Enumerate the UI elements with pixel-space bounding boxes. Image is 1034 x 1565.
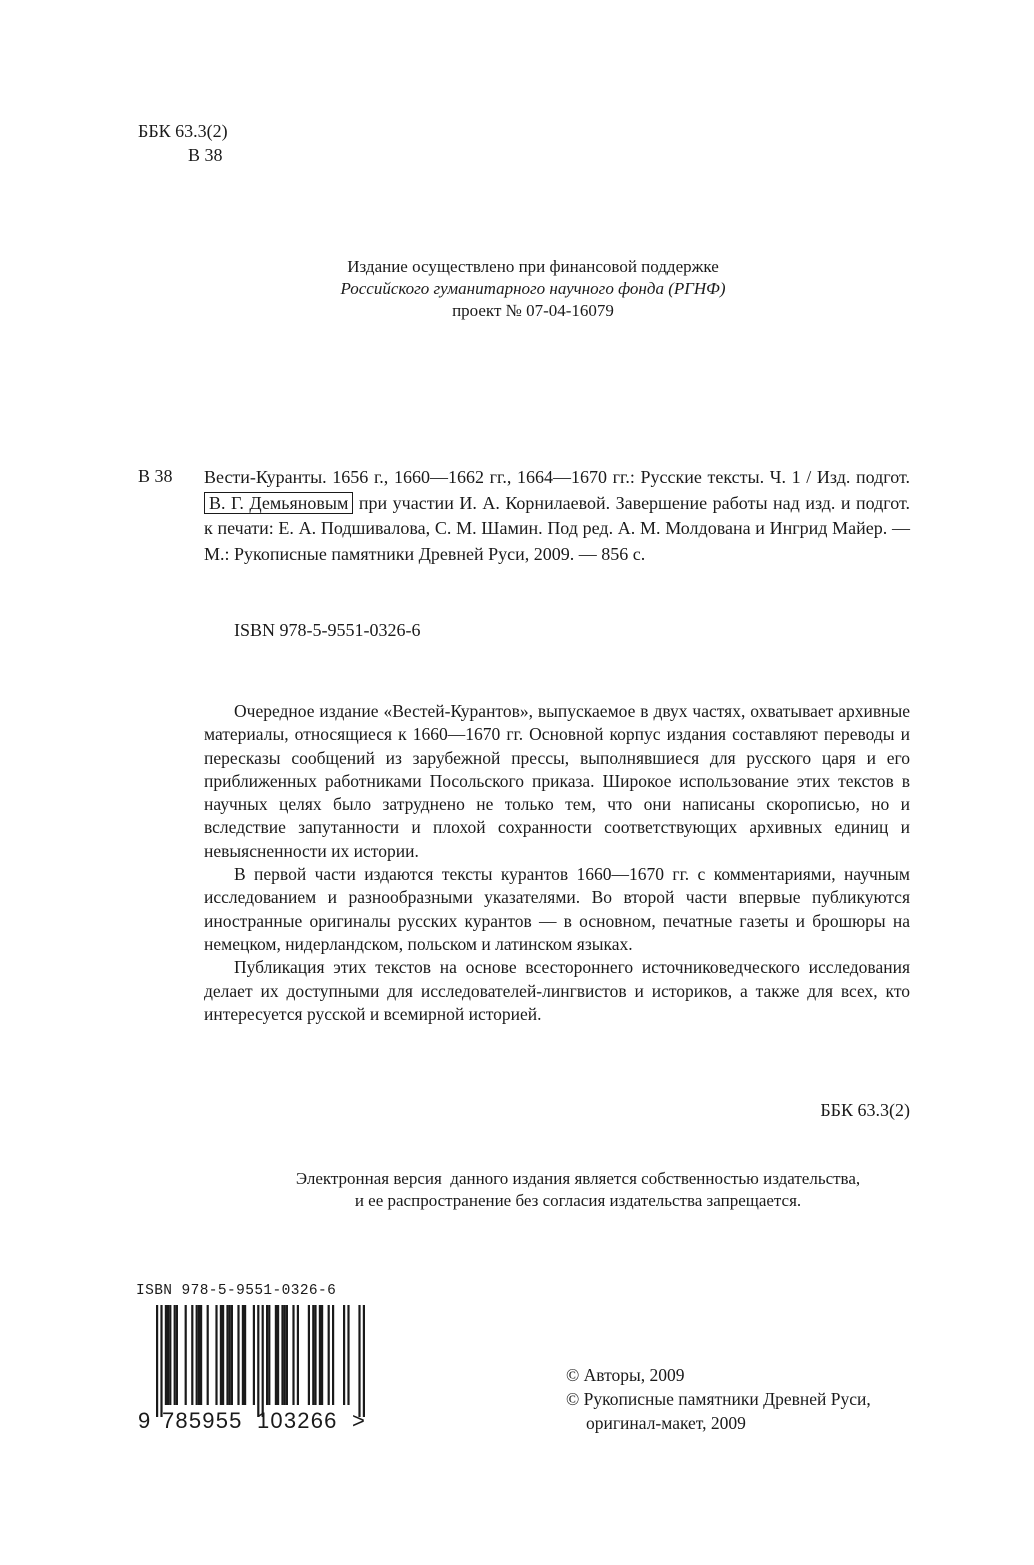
barcode-bar — [198, 1305, 200, 1405]
record-part-1: Вести-Куранты. 1656 г., 1660—1662 гг., 1664—1670 гг.: Русские тексты. Ч. 1 / Изд. подгот. — [204, 467, 910, 487]
barcode-guard-bar — [160, 1305, 162, 1417]
barcode-bar — [281, 1305, 283, 1405]
barcode-bars — [136, 1305, 366, 1417]
barcode-bar — [284, 1305, 286, 1405]
barcode-bar — [222, 1305, 224, 1405]
barcode-bar — [196, 1305, 198, 1405]
barcode-right-group: 103266 — [257, 1408, 338, 1433]
isbn-barcode — [136, 1283, 376, 1453]
barcode-bar — [191, 1305, 193, 1405]
funding-line-2: Российского гуманитарного научного фонда (РГНФ) — [340, 279, 726, 298]
barcode-guard-bar — [156, 1305, 158, 1417]
barcode-bar — [292, 1305, 294, 1405]
annotation-bbk-code: ББК 63.3(2) — [820, 1100, 910, 1120]
barcode-bar — [275, 1305, 277, 1405]
funding-note — [138, 256, 928, 322]
barcode-bar — [226, 1305, 228, 1405]
barcode-bar — [174, 1305, 176, 1405]
bibliographic-record — [204, 465, 910, 567]
barcode-bar — [169, 1305, 171, 1405]
barcode-bar — [314, 1305, 316, 1405]
barcode-bar — [286, 1305, 288, 1405]
copyright-block — [566, 1363, 871, 1435]
barcode-bar — [176, 1305, 178, 1405]
barcode-bar — [237, 1305, 239, 1405]
barcode-bar — [220, 1305, 222, 1405]
barcode-first-digit: 9 — [138, 1408, 151, 1433]
barcode-bar — [277, 1305, 279, 1405]
annotation-paragraph-2: В первой части издаются тексты курантов 1660—1670 гг. с комментариями, научным исследованием и разнообразными указателями. Во второй части впервые публикуются иностранные оригиналы русских курантов — в основном, печатные газеты и брошюры на немецком, нидерландском, польском и латинском языках. — [204, 864, 910, 954]
barcode-bar — [321, 1305, 323, 1405]
notice-line-1: Электронная версия данного издания является собственностью издательства, — [295, 1169, 861, 1188]
bbk-code: ББК 63.3(2) — [138, 121, 228, 141]
barcode-bar — [229, 1305, 231, 1405]
copyright-publisher: © Рукописные памятники Древней Руси, — [566, 1389, 871, 1409]
funding-line-1: Издание осуществлено при финансовой поддержке — [347, 257, 719, 276]
copyright-layout: оригинал-макет, 2009 — [586, 1413, 746, 1433]
barcode-bar — [253, 1305, 255, 1405]
barcode-bar — [185, 1305, 187, 1405]
barcode-bar — [207, 1305, 209, 1405]
barcode-bar — [343, 1305, 345, 1405]
barcode-bar — [319, 1305, 321, 1405]
barcode-quiet-mark: > — [352, 1408, 365, 1433]
barcode-bar — [297, 1305, 299, 1405]
barcode-bar — [332, 1305, 334, 1405]
annotation-paragraph-3: Публикация этих текстов на основе всестороннего источниковедческого исследования делает их доступными для исследователей-лингвистов и историков, а также для всех, кто интересуется русской и всемирной историей. — [204, 957, 910, 1024]
barcode-bar — [328, 1305, 330, 1405]
barcode-left-group: 785955 — [162, 1408, 243, 1433]
barcode-guard-bar — [358, 1305, 360, 1417]
barcode-bar — [200, 1305, 202, 1405]
barcode-bar — [242, 1305, 244, 1405]
annotation — [204, 700, 910, 1026]
barcode-bar — [167, 1305, 169, 1405]
notice-line-2: и ее распространение без согласия издательства запрещается. — [354, 1191, 802, 1210]
barcode-guard-bar — [363, 1305, 365, 1417]
barcode-guard-bar — [262, 1305, 264, 1417]
barcode-isbn-text: ISBN 978-5-9551-0326-6 — [136, 1283, 337, 1299]
barcode-bar — [308, 1305, 310, 1405]
barcode-guard-bar — [257, 1305, 259, 1417]
barcode-bar — [268, 1305, 270, 1405]
barcode-bar — [231, 1305, 233, 1405]
copyright-authors: © Авторы, 2009 — [566, 1365, 685, 1385]
barcode-bar — [266, 1305, 268, 1405]
bbk-classification — [138, 119, 228, 167]
bbk-author-mark: В 38 — [188, 145, 223, 165]
barcode-bar — [215, 1305, 217, 1405]
electronic-version-notice — [138, 1168, 1018, 1212]
barcode-bar — [347, 1305, 349, 1405]
catalog-author-mark: В 38 — [138, 466, 173, 486]
barcode-bar — [312, 1305, 314, 1405]
funding-project-number: проект № 07-04-16079 — [452, 301, 614, 320]
record-part-2: при участии И. А. Корнилаевой. Завершение работы над изд. и подгот. к печати: Е. А. Подшивалова, С. М. Шамин. Под ред. А. М. Молдована и Ингрид Майер. — М.: Рукописные памятники Древней Руси, 2009. — 856 с. — [204, 492, 911, 564]
boxed-editor-name: В. Г. Демьяновым — [204, 492, 353, 514]
annotation-paragraph-1: Очередное издание «Вестей-Курантов», выпускаемое в двух частях, охватывает архивные материалы, относящиеся к 1660—1670 гг. Основной корпус издания составляют переводы и пересказы сообщений из зарубежной прессы, выполнявшиеся для русского царя и его приближенных работниками Посольского приказа. Широкое использование этих текстов в научных целях было затруднено не только тем, что они написаны скорописью, но и вследствие запутанности и плохой сохранности соответствующих архивных единиц и невыясненности их истории. — [204, 701, 910, 861]
barcode-bar — [165, 1305, 167, 1405]
barcode-bar — [244, 1305, 246, 1405]
isbn-line: ISBN 978-5-9551-0326-6 — [234, 620, 421, 640]
